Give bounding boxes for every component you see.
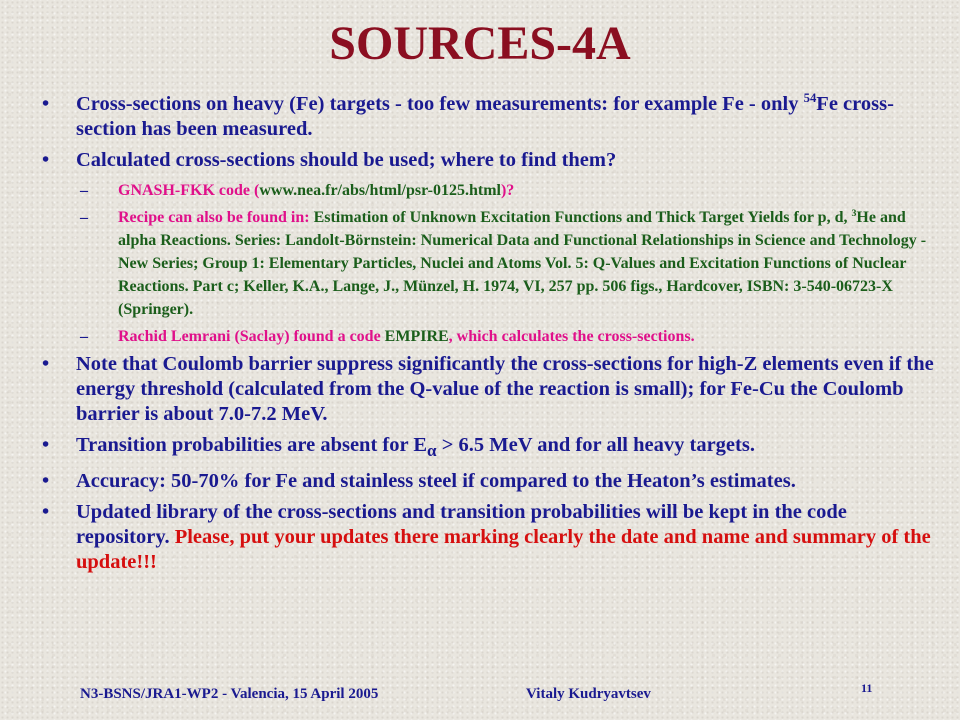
footer-event: N3-BSNS/JRA1-WP2 - Valencia, 15 April 2005 xyxy=(80,686,379,702)
sub-dash: – xyxy=(80,182,88,199)
subbullet-empire xyxy=(80,325,942,348)
gnash-link[interactable]: www.nea.fr/abs/html/psr-0125.html xyxy=(259,182,501,199)
bullet-request-red: Please, put your updates there marking clearly the date and name and summary of the update!!! xyxy=(76,526,931,574)
bullet-dot: • xyxy=(42,470,50,493)
bullet-dot: • xyxy=(42,434,50,456)
subbullet-gnash xyxy=(80,179,942,202)
bullet-accuracy xyxy=(42,469,942,494)
bullet-text: Accuracy: 50-70% for Fe and stainless steel if compared to the Heaton’s estimates. xyxy=(76,470,796,493)
slide-title: SOURCES-4A xyxy=(329,17,631,70)
bullet-heavy-targets xyxy=(42,92,942,142)
bullet-text: Calculated cross-sections should be used; where to find them? xyxy=(76,149,617,171)
subbullet-recipe xyxy=(80,206,942,321)
alpha-subscript: α xyxy=(427,441,437,461)
bullet-text: Updated library of the cross-sections and transition probabilities will be kept in the code repository. xyxy=(76,501,847,549)
bullet-coulomb xyxy=(42,352,942,427)
sub-dash: – xyxy=(80,209,88,226)
reference-text-a: Estimation of Unknown Excitation Functions and Thick Target Yields for p, d, xyxy=(313,209,852,226)
helium-superscript: 3 xyxy=(851,207,857,219)
sub-text-magenta-end: , which calculates the cross-sections. xyxy=(448,328,695,345)
sub-dash: – xyxy=(80,328,88,345)
sub-text-magenta: Rachid Lemrani (Saclay) found a code xyxy=(118,328,385,345)
bullet-dot: • xyxy=(42,93,50,115)
footer-author: Vitaly Kudryavtsev xyxy=(526,686,651,702)
bullet-dot: • xyxy=(42,501,50,524)
slide-body xyxy=(42,92,942,581)
bullet-text: Note that Coulomb barrier suppress significantly the cross-sections for high-Z elements even if the energy threshold (calculated from the Q-value of the reaction is small); for Fe-Cu the Coulomb barrier is about 7.0-7.2 MeV. xyxy=(76,353,934,425)
bullet-text-pre: Cross-sections on heavy (Fe) targets - too few measurements: for example Fe - only xyxy=(76,93,804,115)
bullet-dot: • xyxy=(42,353,50,375)
page-number: 11 xyxy=(861,681,873,695)
bullet-text-pre: Transition probabilities are absent for E xyxy=(76,434,428,456)
isotope-superscript: 54 xyxy=(803,91,817,106)
sub-text-magenta-end: )? xyxy=(500,182,515,199)
bullet-library xyxy=(42,500,942,575)
bullet-dot: • xyxy=(42,149,50,171)
sub-text-magenta: GNASH-FKK code ( xyxy=(118,182,260,199)
bullet-transition xyxy=(42,433,942,463)
empire-code-name: EMPIRE xyxy=(384,328,449,345)
bullet-text-post: Fe cross-section has been measured. xyxy=(76,93,894,140)
sub-text-magenta: Recipe can also be found in: xyxy=(118,209,314,226)
bullet-text-post: > 6.5 MeV and for all heavy targets. xyxy=(436,434,755,456)
bullet-calculated xyxy=(42,148,942,173)
reference-text-b: He and alpha Reactions. Series: Landolt-Börnstein: Numerical Data and Functional Relationships in Science and Technology - New Series; Group 1: Elementary Particles, Nuclei and Atoms Vol. 5: Q-Values and Excitation Functions of Nuclear Reactions. Part c; Keller, K.A., Lange, J., Münzel, H. 1974, VI, 257 pp. 506 figs., Hardcover, ISBN: 3-540-06723-X (Springer). xyxy=(118,209,927,318)
